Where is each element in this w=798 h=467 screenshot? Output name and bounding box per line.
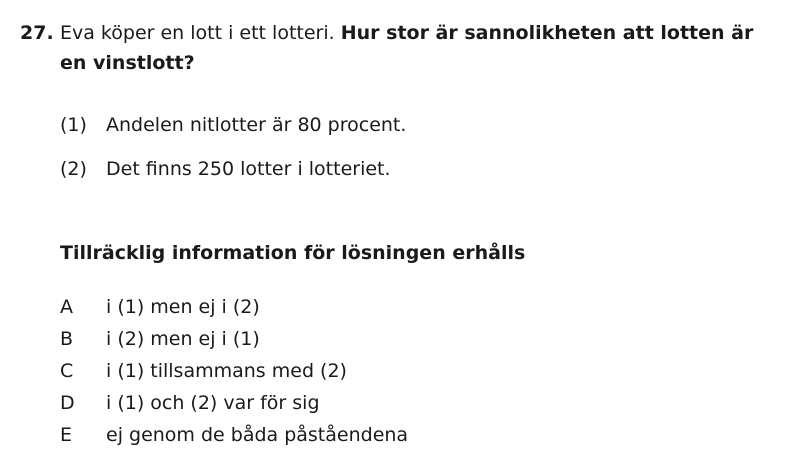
option-text: i (1) och (2) var för sig: [106, 392, 320, 414]
statement-text: Andelen nitlotter är 80 procent.: [106, 114, 407, 136]
instruction-heading: Tillräcklig information för lösningen erhålls: [60, 242, 526, 264]
option-text: ej genom de båda påståendena: [106, 424, 409, 446]
option-text: i (1) men ej i (2): [106, 296, 260, 318]
question-text: [60, 18, 780, 78]
statement-number: (2): [60, 158, 87, 180]
option-letter: B: [60, 328, 74, 350]
question-number: 27.: [20, 22, 54, 44]
option-text: i (2) men ej i (1): [106, 328, 260, 350]
question-text-plain: Eva köper en lott i ett lotteri.: [60, 22, 341, 44]
option-text: i (1) tillsammans med (2): [106, 360, 347, 382]
question: [20, 18, 790, 78]
statement-number: (1): [60, 114, 87, 136]
statement-text: Det finns 250 lotter i lotteriet.: [106, 158, 391, 180]
option-letter: E: [60, 424, 73, 446]
option-letter: D: [60, 392, 75, 414]
option-letter: C: [60, 360, 74, 382]
question-text-bold: Hur stor är sannolikheten att lotten är en vinstlott?: [60, 22, 754, 74]
option-letter: A: [60, 296, 73, 318]
